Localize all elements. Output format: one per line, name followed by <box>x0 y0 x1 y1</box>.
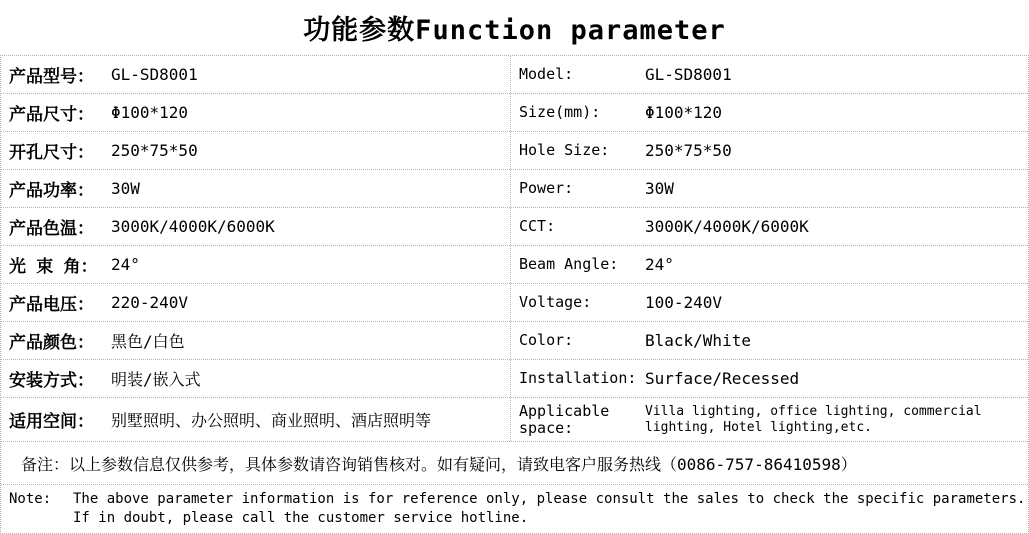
note-line-1: The above parameter information is for reference only, please consult the sales to check the specific parameters. <box>73 491 1026 507</box>
cn-value-applicable-space: 别墅照明、办公照明、商业照明、酒店照明等 <box>111 411 432 430</box>
note-line-2: If in doubt, please call the customer service hotline. <box>73 510 529 526</box>
en-value-color: Black/White <box>645 331 751 350</box>
cn-label-voltage: 产品电压： <box>9 295 94 315</box>
en-label-installation: Installation: <box>519 369 637 387</box>
cn-value-beam-angle: 24° <box>111 255 140 274</box>
cell-en-model <box>511 56 1028 93</box>
en-value-beam-angle: 24° <box>645 255 674 274</box>
remark-text: 备注：以上参数信息仅供参考，具体参数请咨询销售核对。如有疑问，请致电客户服务热线（0086-757-86410598） <box>21 454 857 474</box>
cn-value-color: 黑色/白色 <box>111 332 185 351</box>
cell-en-hole-size <box>511 132 1028 169</box>
cn-value-voltage: 220-240V <box>111 293 189 312</box>
cell-en-installation <box>511 360 1028 397</box>
en-label-model: Model: <box>519 65 574 83</box>
note-row <box>1 485 1028 533</box>
table-row-voltage <box>1 284 1028 322</box>
cell-cn-model <box>1 56 511 93</box>
cn-value-installation: 明装/嵌入式 <box>111 370 201 389</box>
en-value-applicable-space: Villa lighting, office lighting, commercial lighting, Hotel lighting,etc. <box>645 403 982 435</box>
cn-value-hole-size: 250*75*50 <box>111 141 198 160</box>
cn-value-size: Φ100*120 <box>111 103 189 122</box>
cell-cn-hole-size <box>1 132 511 169</box>
table-row-size <box>1 94 1028 132</box>
en-label-size: Size(mm): <box>519 103 601 121</box>
cn-label-cct: 产品色温： <box>9 219 94 239</box>
table-row-beam-angle <box>1 246 1028 284</box>
en-label-applicable-space: Applicable space: <box>519 401 610 437</box>
en-label-voltage: Voltage: <box>519 293 592 311</box>
cn-value-power: 30W <box>111 179 140 198</box>
cell-cn-color <box>1 322 511 359</box>
en-value-size: Φ100*120 <box>645 103 723 122</box>
cn-label-hole-size: 开孔尺寸： <box>9 143 94 163</box>
remark-row <box>1 442 1028 485</box>
table-row-power <box>1 170 1028 208</box>
table-row-color <box>1 322 1028 360</box>
cell-cn-power <box>1 170 511 207</box>
cell-cn-installation <box>1 360 511 397</box>
en-value-power: 30W <box>645 179 674 198</box>
en-label-hole-size: Hole Size: <box>519 141 610 159</box>
cell-cn-size <box>1 94 511 131</box>
cn-label-applicable-space: 适用空间： <box>9 412 94 432</box>
table-row-cct <box>1 208 1028 246</box>
cell-en-voltage <box>511 284 1028 321</box>
en-label-beam-angle: Beam Angle: <box>519 255 619 273</box>
cell-cn-beam-angle <box>1 246 511 283</box>
en-label-color: Color: <box>519 331 574 349</box>
note-lines <box>73 490 1028 528</box>
cn-label-size: 产品尺寸： <box>9 105 94 125</box>
cn-label-installation: 安装方式： <box>9 371 94 391</box>
cell-en-applicable-space <box>511 398 1028 441</box>
cn-label-power: 产品功率： <box>9 181 94 201</box>
en-value-hole-size: 250*75*50 <box>645 141 732 160</box>
cell-en-size <box>511 94 1028 131</box>
cell-cn-applicable-space <box>1 398 511 441</box>
table-row-hole-size <box>1 132 1028 170</box>
parameter-table <box>0 55 1029 534</box>
cell-cn-voltage <box>1 284 511 321</box>
cn-label-beam-angle: 光 束 角： <box>9 257 98 277</box>
table-row-applicable-space <box>1 398 1028 442</box>
en-value-voltage: 100-240V <box>645 293 723 312</box>
cell-en-power <box>511 170 1028 207</box>
page-title: 功能参数Function parameter <box>303 15 726 46</box>
cn-value-cct: 3000K/4000K/6000K <box>111 217 275 236</box>
cell-en-cct <box>511 208 1028 245</box>
en-value-model: GL-SD8001 <box>645 65 732 84</box>
cell-en-beam-angle <box>511 246 1028 283</box>
table-row-installation <box>1 360 1028 398</box>
table-row-model <box>1 56 1028 94</box>
en-label-cct: CCT: <box>519 217 556 235</box>
en-label-power: Power: <box>519 179 574 197</box>
en-value-installation: Surface/Recessed <box>645 369 800 388</box>
en-value-cct: 3000K/4000K/6000K <box>645 217 809 236</box>
cn-label-color: 产品颜色： <box>9 333 94 353</box>
cn-label-model: 产品型号： <box>9 67 94 87</box>
cell-en-color <box>511 322 1028 359</box>
cell-cn-cct <box>1 208 511 245</box>
cn-value-model: GL-SD8001 <box>111 65 198 84</box>
note-label: Note: <box>9 491 52 507</box>
